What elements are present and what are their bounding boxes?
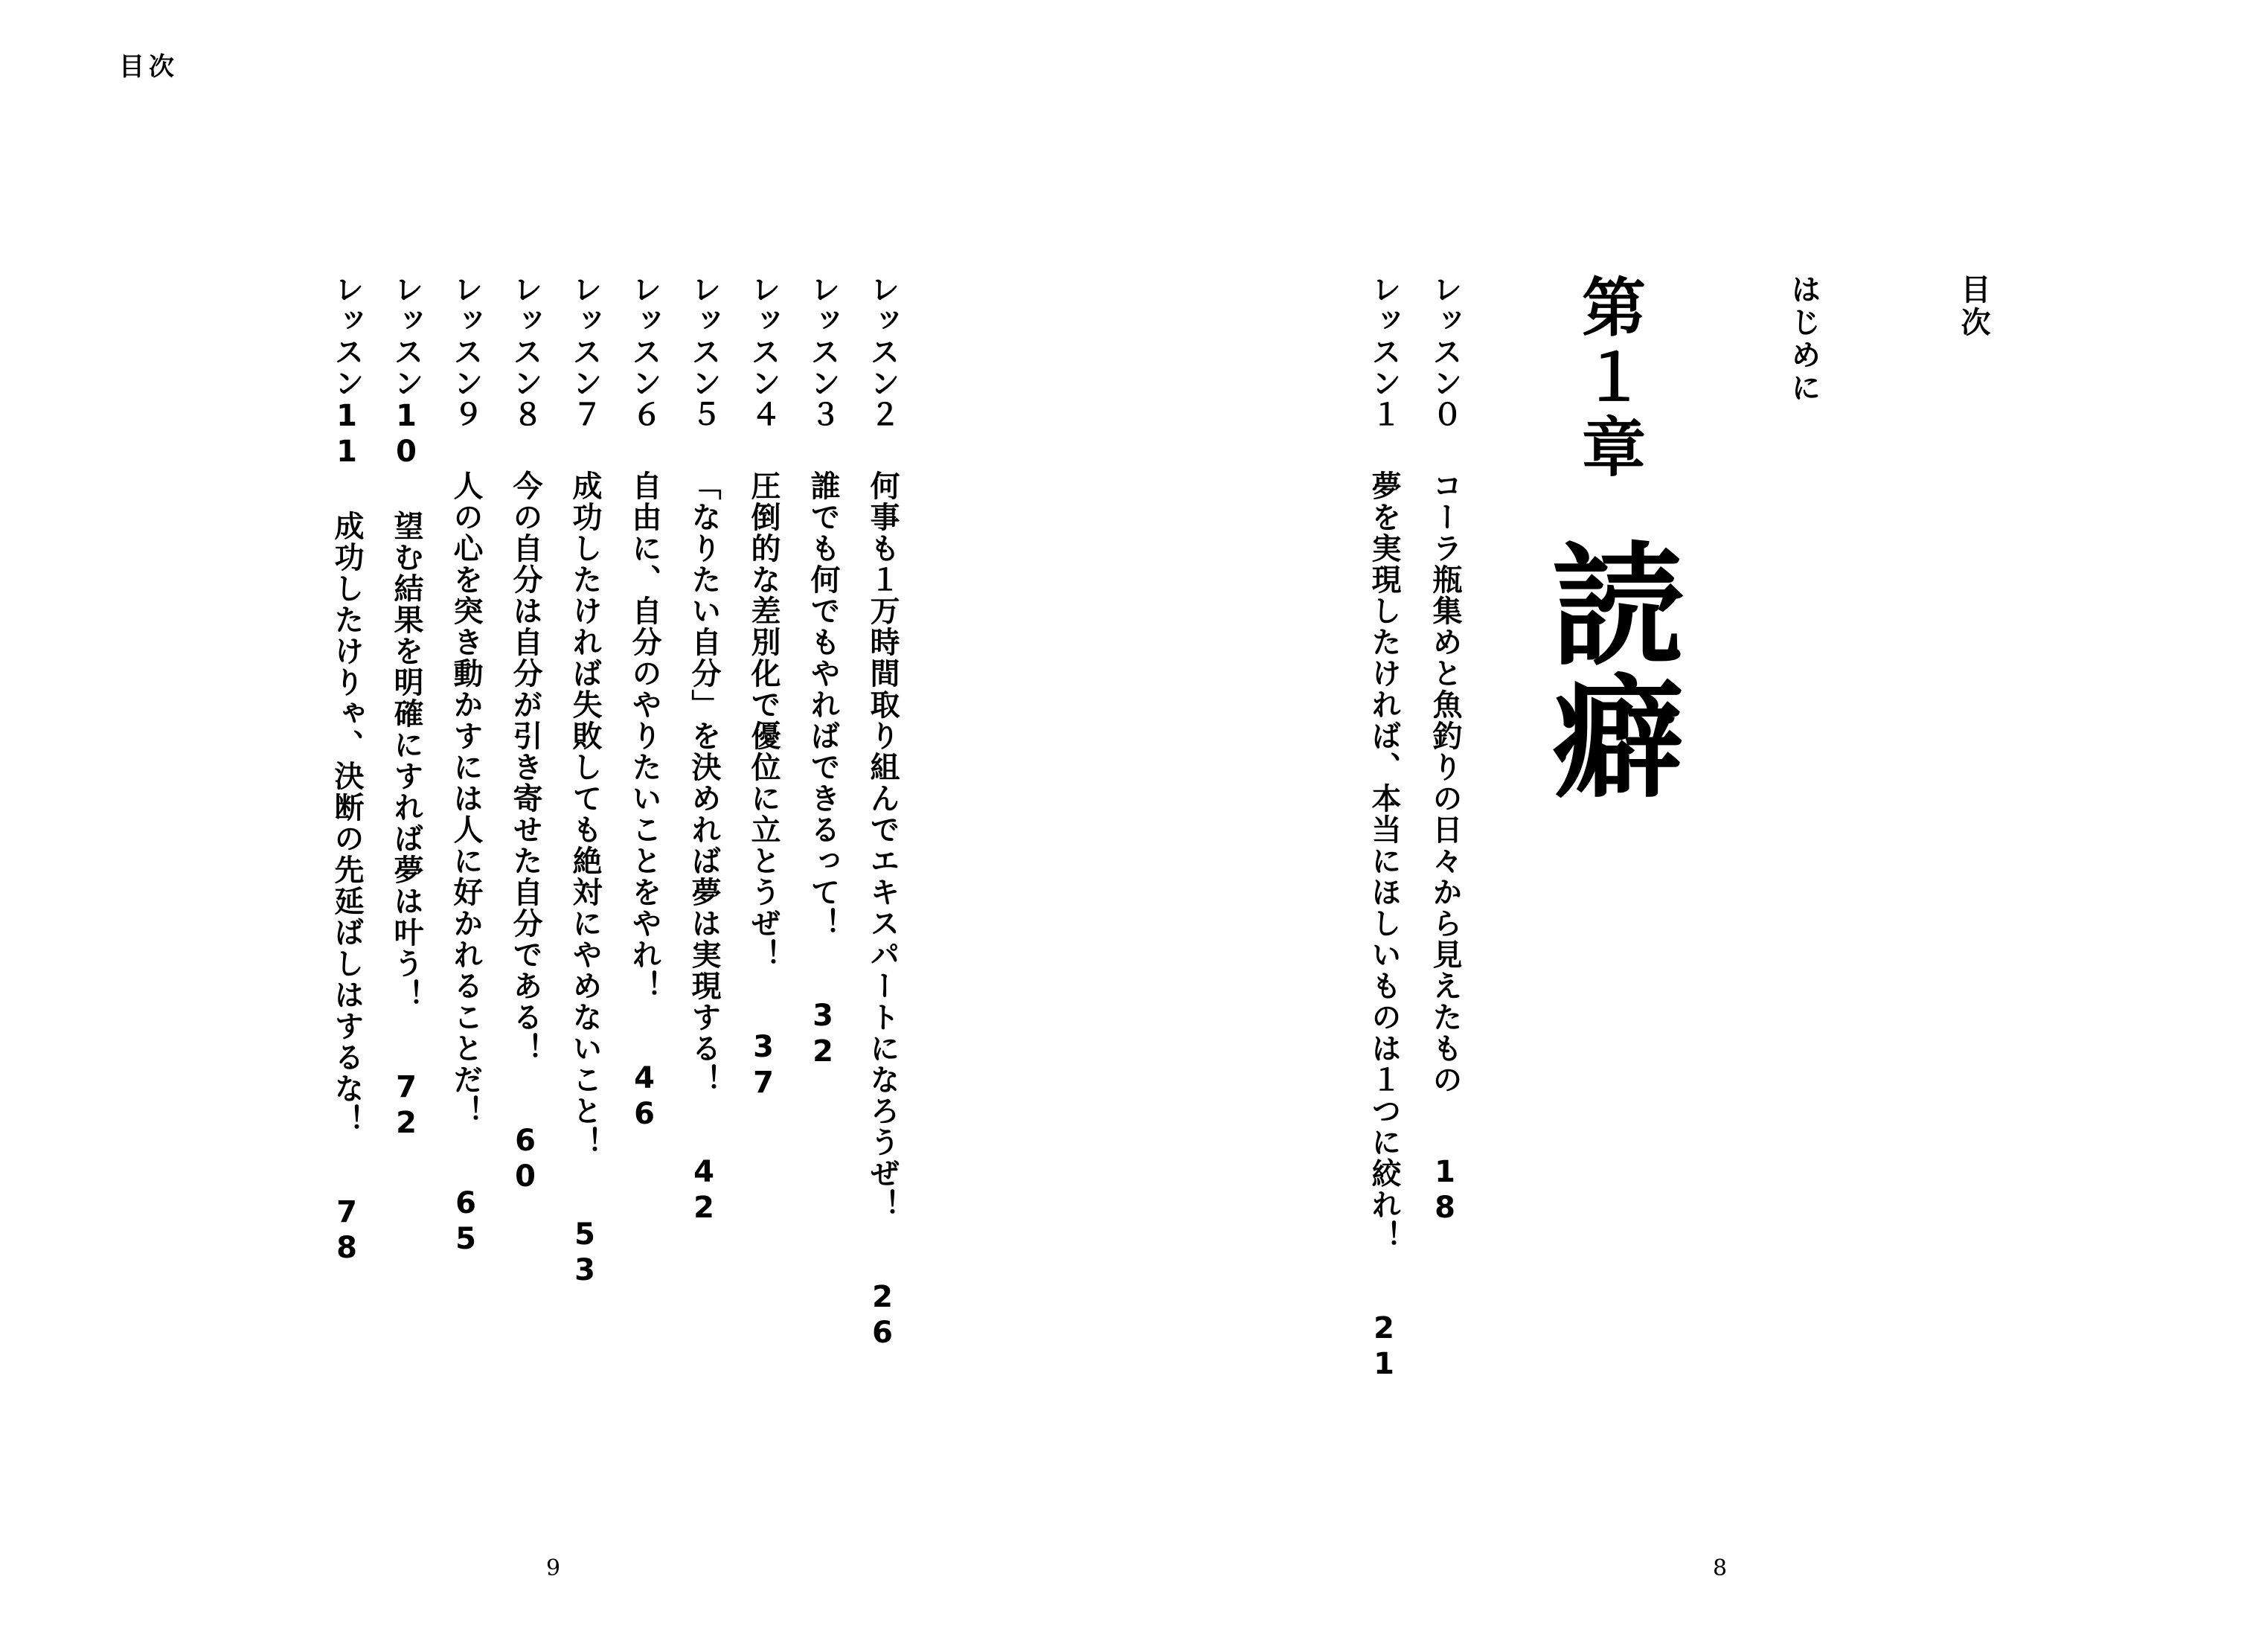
lesson-page: 32 xyxy=(806,999,840,1070)
lesson-label: レッスン１ xyxy=(1367,274,1401,430)
lesson-page: 42 xyxy=(687,1155,721,1226)
lesson-title: 誰でも何でもやればできるって！ xyxy=(806,470,840,939)
lesson-page: 26 xyxy=(865,1280,900,1351)
page-number-right: 8 xyxy=(1713,1555,1728,1581)
lesson-page: 37 xyxy=(746,1030,781,1101)
toc-entry-lesson-10[interactable] xyxy=(391,274,421,1142)
toc-entry-lesson-7[interactable] xyxy=(570,274,600,1289)
lesson-title: 圧倒的な差別化で優位に立とうぜ！ xyxy=(746,470,781,970)
toc-entry-lesson-6[interactable] xyxy=(629,274,659,1133)
lesson-page: 53 xyxy=(568,1217,602,1289)
toc-entry-lesson-3[interactable] xyxy=(808,274,838,1070)
toc-entry-lesson-2[interactable] xyxy=(865,274,900,1351)
lesson-page: 60 xyxy=(508,1124,542,1195)
lesson-page: 65 xyxy=(449,1186,483,1258)
toc-entry-lesson-11[interactable] xyxy=(332,274,362,1267)
toc-entry-lesson-5[interactable] xyxy=(689,274,719,1226)
lesson-label: レッスン４ xyxy=(746,274,781,430)
lesson-label: レッスン５ xyxy=(687,274,721,430)
toc-entry-lesson-4[interactable] xyxy=(746,274,781,1101)
lesson-page: 18 xyxy=(1428,1155,1462,1226)
lesson-page: 78 xyxy=(330,1195,364,1267)
lesson-page: 46 xyxy=(627,1061,661,1133)
lesson-title: 夢を実現したければ、本当にほしいものは１つに絞れ！ xyxy=(1367,470,1401,1252)
lesson-title: 自由に、自分のやりたいことをやれ！ xyxy=(627,470,661,1002)
lesson-title: 今の自分は自分が引き寄せた自分である！ xyxy=(508,470,542,1064)
lesson-label: レッスン７ xyxy=(568,274,602,430)
toc-entry-lesson-8[interactable] xyxy=(510,274,540,1195)
lesson-label: レッスン０ xyxy=(1428,274,1462,430)
toc-entry-lesson-1[interactable] xyxy=(1369,274,1399,1383)
lesson-title: 成功したけりゃ、決断の先延ばしはするな！ xyxy=(330,510,364,1136)
lesson-title: コーラ瓶集めと魚釣りの日々から見えたもの xyxy=(1428,470,1462,1095)
toc-entry-intro[interactable]: はじめに xyxy=(1786,274,1821,405)
lesson-title: 何事も１万時間取り組んでエキスパートになろうぜ！ xyxy=(865,470,900,1220)
lesson-label: レッスン８ xyxy=(508,274,542,430)
lesson-title: 望む結果を明確にすれば夢は叶う！ xyxy=(389,510,423,1011)
lesson-page: 21 xyxy=(1367,1311,1401,1383)
page-number-left: 9 xyxy=(546,1555,561,1581)
toc-entry-lesson-9[interactable] xyxy=(451,274,481,1258)
lesson-label: レッスン10 xyxy=(389,274,423,470)
corner-label: 目次 xyxy=(119,52,179,82)
toc-entry-lesson-0[interactable] xyxy=(1430,274,1460,1226)
lesson-title: 「なりたい自分」を決めれば夢は実現する！ xyxy=(687,470,721,1095)
chapter-title: 読癖 xyxy=(1530,536,1684,801)
lesson-label: レッスン２ xyxy=(865,274,900,430)
lesson-title: 人の心を突き動かすには人に好かれることだ！ xyxy=(449,470,483,1127)
lesson-label: レッスン６ xyxy=(627,274,661,430)
chapter-number: 第１章 xyxy=(1571,274,1645,484)
lesson-label: レッスン９ xyxy=(449,274,483,430)
lesson-label: レッスン11 xyxy=(330,274,364,470)
toc-title: 目次 xyxy=(1956,274,1990,339)
lesson-title: 成功したければ失敗しても絶対にやめないこと！ xyxy=(568,470,602,1158)
lesson-page: 72 xyxy=(389,1070,423,1142)
lesson-label: レッスン３ xyxy=(806,274,840,430)
